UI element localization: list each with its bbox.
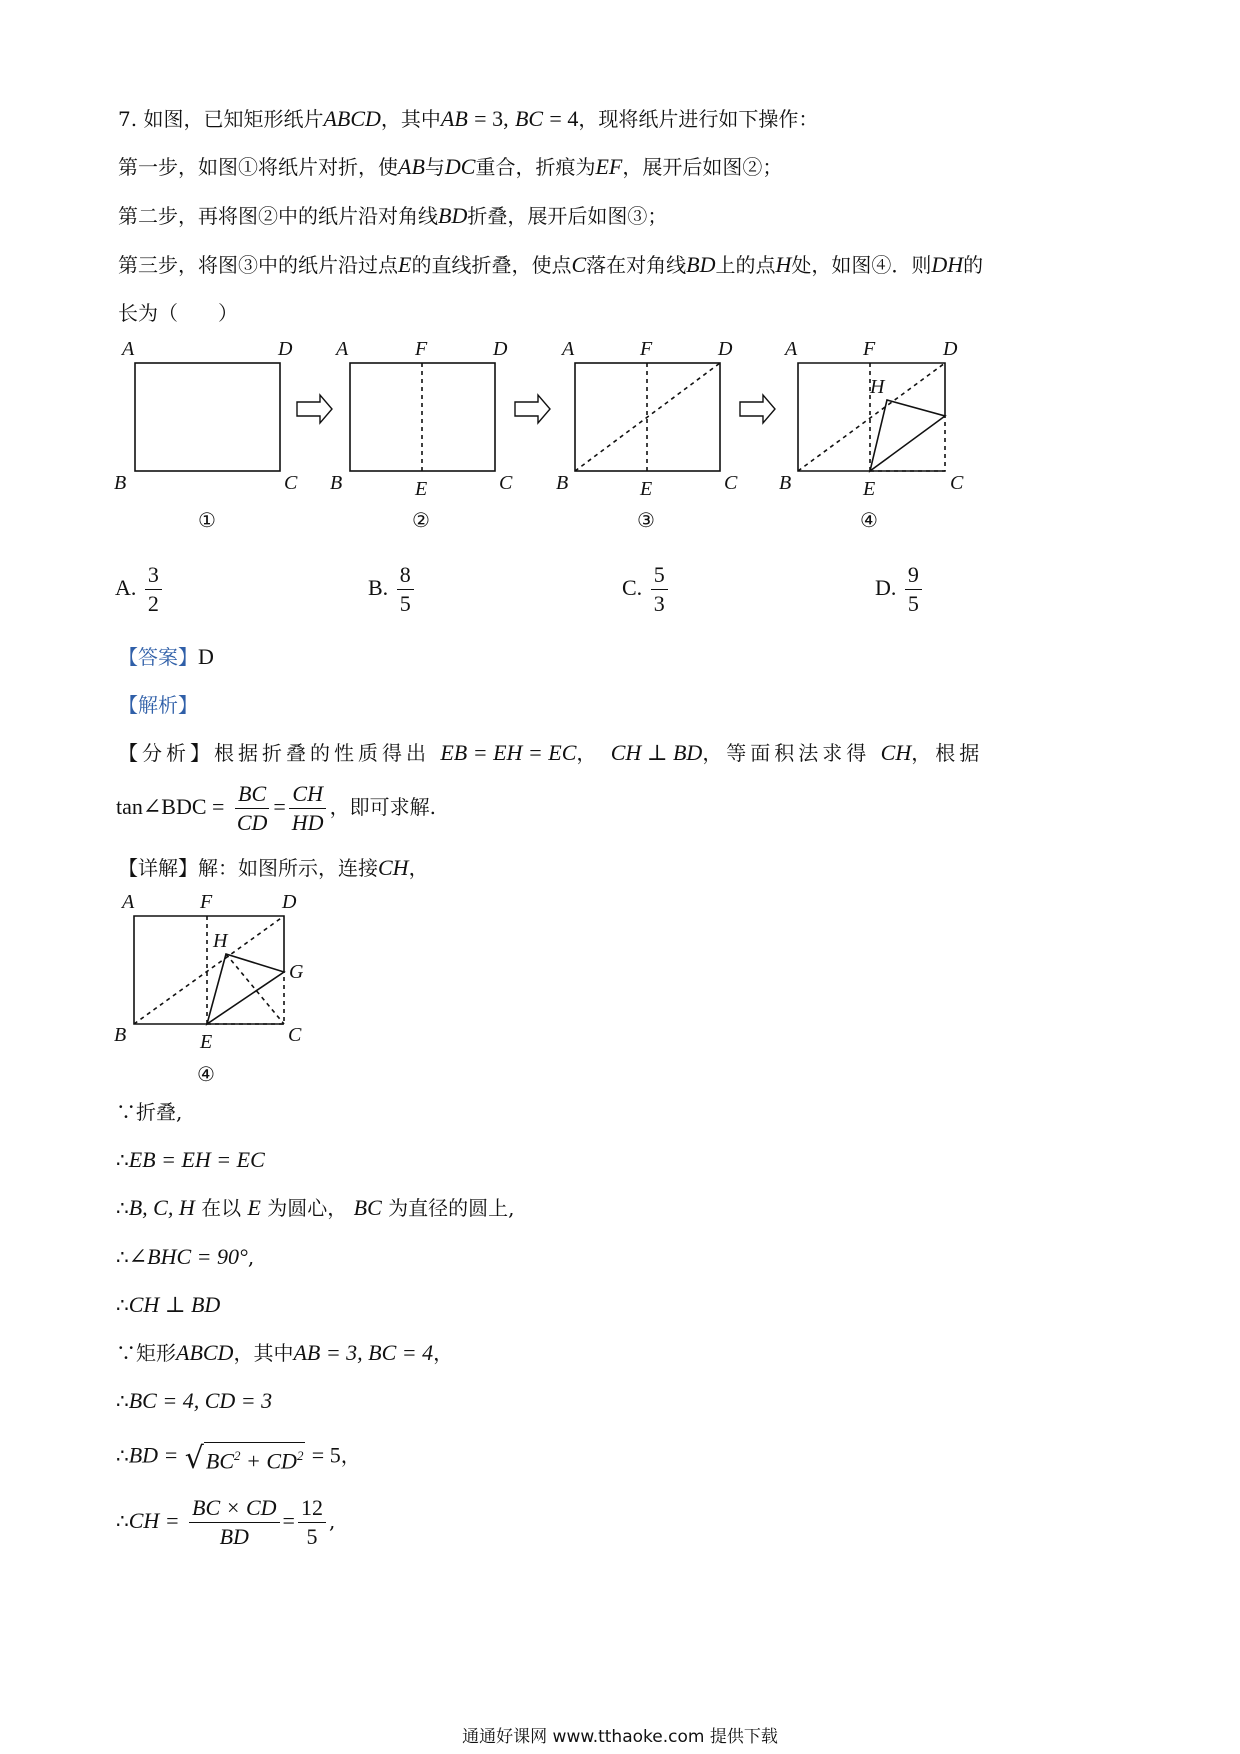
solution-line-8 — [116, 1440, 361, 1477]
fig1-label-c: C — [284, 472, 298, 494]
step3-text: 的直线折叠，使点 — [411, 253, 572, 277]
fig4-label-e: E — [863, 478, 876, 500]
fraction-12-5 — [298, 1494, 326, 1551]
frac-num: 12 — [298, 1494, 326, 1523]
math-ab-value: = 3, — [474, 106, 509, 131]
stem-text: ，其中 — [380, 107, 441, 131]
stem-text: ，现将纸片进行如下操作： — [578, 107, 819, 131]
math-bc-value: = 4 — [549, 106, 579, 131]
detail-folded-triangle — [207, 954, 284, 1024]
solution-line-5 — [116, 1290, 220, 1320]
math-e: E — [247, 1195, 261, 1220]
question-line-1 — [118, 104, 818, 134]
fig1-label-d: D — [278, 338, 293, 360]
fraction-bc-cd — [234, 780, 271, 837]
analysis-label: 【分析】 — [118, 741, 214, 765]
frac-num: BC — [235, 780, 269, 809]
detail-label-d: D — [282, 891, 297, 913]
answer-line — [118, 642, 214, 672]
math-tan: tan∠BDC = — [116, 794, 225, 819]
math-bc: BC — [514, 106, 544, 131]
figure-4-folded-triangle — [870, 400, 945, 471]
step1-text: 与 — [424, 155, 445, 179]
solution-punct: ， — [433, 1341, 454, 1365]
detail-label-e: E — [200, 1031, 213, 1053]
therefore-symbol: ∴ — [116, 1509, 129, 1533]
math-bd-eq: BD = — [128, 1442, 179, 1468]
frac-den: CD — [236, 810, 268, 835]
math-ch-perp-bd: CH ⊥ BD — [128, 1292, 221, 1317]
math-bd: BD — [686, 252, 716, 277]
arrow-2 — [515, 395, 550, 423]
fig2-label-e: E — [415, 478, 428, 500]
math-bc: BC — [353, 1195, 382, 1220]
math-ch: CH — [880, 740, 912, 765]
fig2-label-c: C — [499, 472, 513, 494]
step2-text: 第二步，再将图②中的纸片沿对角线 — [118, 204, 438, 228]
step3-text: 第三步，将图③中的纸片沿过点 — [118, 253, 398, 277]
math-ab-bc-values: AB = 3, BC = 4 — [293, 1340, 434, 1365]
fig4-label-a: A — [785, 338, 798, 360]
frac-num: BC × CD — [189, 1494, 280, 1523]
option-label: B. — [368, 575, 389, 600]
radicand — [204, 1442, 306, 1474]
solution-line-1 — [116, 1097, 182, 1127]
frac-num: 5 — [651, 561, 668, 590]
solution-text: 在以 — [201, 1196, 242, 1220]
detail-diagonal-bd — [134, 916, 284, 1024]
detail-text: 解：如图所示，连接 — [198, 856, 378, 880]
fig2-caption: ② — [412, 508, 430, 532]
sqrt-expression — [184, 1440, 306, 1477]
math-result: = 5 — [311, 1442, 341, 1468]
solution-punct: , — [247, 1245, 255, 1269]
frac-num: CH — [289, 780, 326, 809]
option-label: C. — [622, 575, 643, 600]
step3-text: 落在对角线 — [586, 253, 687, 277]
math-e: E — [398, 252, 412, 277]
math-rect: ABCD — [323, 106, 381, 131]
therefore-symbol: ∴ — [116, 1148, 129, 1172]
frac-num: 3 — [145, 561, 162, 590]
radicand-bc: BC — [205, 1448, 235, 1474]
radical-sign: √ — [184, 1441, 204, 1477]
fig3-label-e: E — [640, 478, 653, 500]
fig4-label-h: H — [870, 376, 885, 398]
analysis-eq-2: CH ⊥ BD — [610, 740, 703, 765]
option-a — [115, 558, 165, 618]
figure-1-rect — [135, 363, 280, 471]
solution-line-7 — [116, 1386, 272, 1416]
math-ef: EF — [595, 154, 623, 179]
analysis-tag-line — [118, 690, 198, 720]
detail-label-g: G — [289, 961, 304, 983]
math-bc-cd-values: BC = 4, CD = 3 — [128, 1388, 273, 1413]
solution-text: ，其中 — [233, 1341, 294, 1365]
fig3-label-a: A — [562, 338, 575, 360]
option-a-fraction — [145, 561, 162, 618]
solution-line-3 — [116, 1193, 514, 1223]
detail-label-c: C — [288, 1024, 302, 1046]
math-bch: B, C, H — [128, 1195, 195, 1220]
question-line-4 — [118, 250, 983, 280]
analysis-eq-1: EB = EH = EC — [440, 740, 577, 765]
exponent: 2 — [296, 1448, 304, 1463]
detail-figure — [110, 888, 330, 1088]
step3-text: 的 — [963, 253, 984, 277]
frac-den: HD — [291, 810, 324, 835]
fig3-label-c: C — [724, 472, 738, 494]
detail-tag: 【详解】 — [118, 856, 198, 880]
math-ab: AB — [440, 106, 468, 131]
option-c — [622, 558, 671, 618]
arrow-1 — [297, 395, 332, 423]
footer-watermark: 通通好课网 www.tthaoke.com 提供下载 — [462, 1727, 778, 1747]
detail-label-a: A — [122, 891, 135, 913]
radicand-cd: + CD — [246, 1448, 297, 1474]
fig3-label-f: F — [640, 338, 653, 360]
question-line-5 — [118, 298, 238, 328]
frac-num: 8 — [397, 561, 414, 590]
question-line-2 — [118, 152, 782, 182]
solution-text: 为圆心， — [267, 1196, 348, 1220]
analysis-text: ，根据 — [911, 741, 984, 765]
frac-den: 2 — [147, 591, 159, 617]
fig3-label-b: B — [556, 472, 569, 494]
therefore-symbol: ∴ — [116, 1293, 129, 1317]
detail-caption: ④ — [197, 1062, 215, 1086]
fig2-label-f: F — [415, 338, 428, 360]
answer-tag: 【答案】 — [118, 645, 198, 669]
frac-den: BD — [219, 1524, 249, 1549]
option-label: D. — [875, 575, 897, 600]
solution-line-2 — [116, 1145, 265, 1175]
step3-text: 上的点 — [715, 253, 776, 277]
analysis-text: 根据折叠的性质得出 — [214, 741, 430, 765]
question-line-3 — [118, 201, 667, 231]
stem-text: 如图，已知矩形纸片 — [143, 107, 324, 131]
math-ch-eq: CH = — [128, 1508, 180, 1533]
option-label: A. — [115, 575, 137, 600]
question-number: 7. — [118, 107, 138, 131]
therefore-symbol: ∴ — [116, 1245, 129, 1269]
frac-den: 5 — [907, 591, 919, 617]
solution-punct: ， — [340, 1443, 361, 1468]
fig4-caption: ④ — [860, 508, 878, 532]
therefore-symbol: ∴ — [116, 1389, 129, 1413]
math-dh: DH — [931, 252, 964, 277]
detail-line — [118, 853, 429, 883]
math-rect: ABCD — [176, 1340, 234, 1365]
solution-text: ∵折叠, — [116, 1100, 183, 1124]
fig1-label-b: B — [114, 472, 127, 494]
fig1-caption: ① — [198, 508, 216, 532]
math-eq: = — [282, 1508, 295, 1533]
solution-line-4 — [116, 1242, 254, 1272]
math-c: C — [571, 252, 587, 277]
detail-segment-ch — [226, 954, 284, 1024]
fig2-label-a: A — [336, 338, 349, 360]
fig3-label-d: D — [718, 338, 733, 360]
detail-label-b: B — [114, 1024, 127, 1046]
analysis-line-1 — [118, 738, 983, 768]
math-eb-eh-ec: EB = EH = EC — [128, 1147, 265, 1172]
therefore-symbol: ∴ — [116, 1443, 129, 1468]
fig3-caption: ③ — [637, 508, 655, 532]
arrow-3 — [740, 395, 775, 423]
solution-text: 为直径的圆上, — [388, 1196, 515, 1220]
analysis-line-2 — [116, 776, 436, 838]
option-b — [368, 558, 417, 618]
math-h: H — [775, 252, 792, 277]
fig4-label-b: B — [779, 472, 792, 494]
analysis-text: ，等面积法求得 — [702, 741, 871, 765]
analysis-tag: 【解析】 — [118, 693, 198, 717]
fraction-ch-hd — [289, 780, 327, 837]
detail-label-f: F — [200, 891, 213, 913]
fig4-label-d: D — [943, 338, 958, 360]
math-dc: DC — [444, 154, 476, 179]
math-bd: BD — [438, 203, 468, 228]
fig2-label-d: D — [493, 338, 508, 360]
fraction-bc-times-cd — [189, 1494, 280, 1551]
step1-text: 重合，折痕为 — [475, 155, 596, 179]
solution-punct: , — [328, 1509, 336, 1533]
option-b-fraction — [397, 561, 414, 618]
math-ch: CH — [378, 855, 409, 880]
math-ab: AB — [398, 154, 425, 179]
detail-label-h: H — [213, 930, 228, 952]
step1-text: ，展开后如图②； — [622, 155, 783, 179]
step1-text: 第一步，如图①将纸片对折，使 — [118, 155, 398, 179]
solution-text: ∵矩形 — [116, 1341, 176, 1365]
fold-figures — [110, 335, 1110, 535]
frac-den: 5 — [399, 591, 411, 617]
fig1-label-a: A — [122, 338, 135, 360]
answer-value: D — [198, 644, 214, 669]
math-eq: = — [273, 794, 286, 819]
fig4-label-c: C — [950, 472, 964, 494]
fold-arrows — [297, 395, 775, 423]
fig4-label-f: F — [863, 338, 876, 360]
therefore-symbol: ∴ — [116, 1196, 129, 1220]
option-d-fraction — [905, 561, 922, 618]
solution-line-6 — [116, 1338, 453, 1368]
fig2-label-b: B — [330, 472, 343, 494]
stem-end: 长为（ ） — [118, 301, 238, 325]
frac-den: 5 — [306, 1524, 318, 1549]
step2-text: 折叠，展开后如图③； — [467, 204, 668, 228]
solution-line-9 — [116, 1490, 335, 1552]
exponent: 2 — [234, 1448, 241, 1463]
math-angle-bhc: ∠BHC = 90° — [128, 1244, 248, 1269]
option-d — [875, 558, 925, 618]
analysis-text: ，即可求解. — [329, 795, 436, 819]
frac-num: 9 — [905, 561, 922, 590]
detail-comma: ， — [408, 856, 429, 880]
frac-den: 3 — [653, 591, 665, 617]
option-c-fraction — [651, 561, 668, 618]
step3-text: 处，如图④．则 — [791, 253, 932, 277]
analysis-sep: ， — [576, 741, 601, 765]
